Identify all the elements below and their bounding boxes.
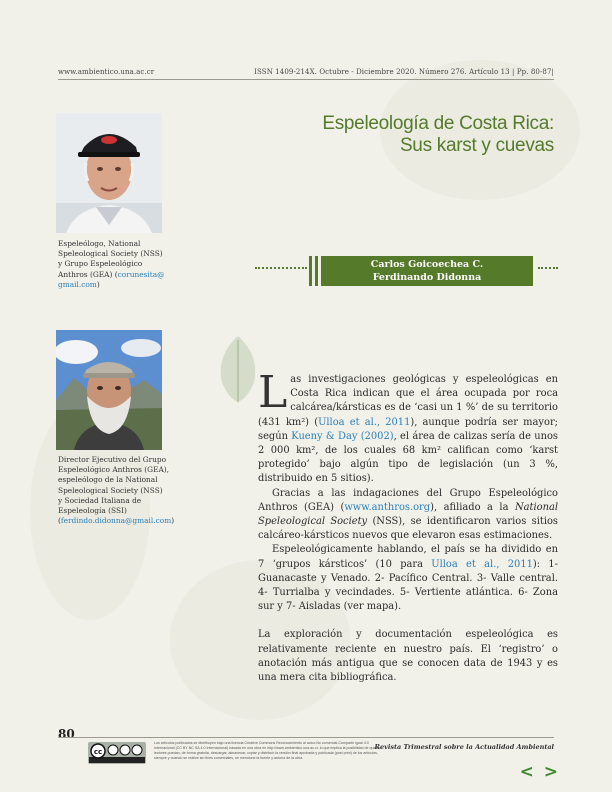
dotted-rule-left: [255, 267, 307, 269]
paragraph-3: Espeleológicamente hablando, el país se ha dividido en 7 ‘grupos kársticos’ (10 para Ulloa et al., 2011): 1- Guanacaste y Venado. 2- Pacífico Central. 3- Valle central. 4- Turrialba y vecindades. 5- Vertiente atlántica. 6- Zona sur y 7- Aisladas (ver mapa).: [258, 544, 558, 613]
cc-label: cc: [93, 748, 103, 756]
footer-rule: [58, 737, 554, 738]
author-band: [255, 259, 558, 284]
license-text: Los artículos publicados se distribuyen bajo una licencia Creative Commons Reconocimiento al autor-No comercial-Compartir igual 4.0 Internacional (CC BY NC SA 4.0 Internacional) basada en una obra en http://www.ambientico.una.ac.cr, lo que implica la posibilidad de que los lectores puedan, de forma gratuita, descargar, almacenar, copiar y distribuir la versión final aprobada y publicada (post print) de los artículos, siempre y cuando se realice sin fines comerciales, se mencione la fuente y autoría de la obra.: [154, 741, 382, 760]
author-names-box: [321, 256, 533, 286]
dotted-rule-right: [538, 267, 558, 269]
paragraph-4: La exploración y documentación espeleológica es relativamente reciente en nuestro país. El ‘registro’ o anotación más antigua que se conocen data de 1943 y es una mera cita bibliográfica.: [258, 629, 558, 684]
author-1-caption: Espeleólogo, National Speleological Society (NSS) y Grupo Espeleológico Anthros (GEA) (corunesita@ gmail.com): [58, 239, 165, 289]
citation-link[interactable]: Ulloa et al., 2011: [431, 558, 533, 570]
accent-bar: [309, 256, 312, 286]
author-photo-1: [56, 113, 162, 233]
author-name-2: Ferdinando Didonna: [372, 272, 482, 283]
author-1-email-link[interactable]: corunesita@: [117, 269, 165, 279]
drop-cap: L: [258, 367, 288, 418]
website-link[interactable]: www.anthros.org: [344, 501, 431, 513]
creative-commons-icon[interactable]: [88, 742, 146, 764]
citation-link[interactable]: Ulloa et al., 2011: [318, 416, 411, 428]
title-line-2: Sus karst y cuevas: [399, 135, 554, 156]
leaf-icon: [218, 334, 258, 408]
journal-name: Revista Trimestral sobre la Actualidad Ambiental: [374, 743, 554, 751]
title-line-1: Espeleología de Costa Rica:: [322, 113, 554, 134]
page-nav-arrows[interactable]: < >: [519, 762, 560, 782]
author-1-email-link-cont[interactable]: gmail.com: [58, 279, 97, 289]
author-2-caption: Director Ejecutivo del Grupo Espeleológico Anthros (GEA), espeleólogo de la National Speleological Society (NSS) y Sociedad Italiana de Espeleología (SSI) (ferdindo.didonna@gmail.com): [58, 455, 175, 526]
page-number: 80: [58, 727, 75, 741]
paragraph-1: Las investigaciones geológicas y espeleológicas en Costa Rica indican que el área ocupada por roca calcárea/kársticas es de ‘casi un 1 %’ de su territorio (431 km²) (Ulloa et al., 2011), aunque podría ser mayor; según Kueny & Day (2002), el área de calizas sería de unos 2 000 km², de los cuales 68 km² califican como ‘karst protegido’ bajo algún tipo de legislación (un 3 %, distribuido en 5 sitios).: [258, 367, 559, 485]
citation-link[interactable]: Kueny & Day (2002): [291, 430, 394, 442]
article-title: [322, 113, 554, 157]
article-body: [258, 367, 559, 685]
header-rule: [58, 79, 554, 80]
header-issn: ISSN 1409-214X. Octubre - Diciembre 2020. Número 276. Artículo 13 | Pp. 80-87|: [254, 68, 554, 76]
author-2-email-link[interactable]: ferdindo.didonna@gmail.com: [60, 516, 172, 526]
header-website[interactable]: www.ambientico.una.ac.cr: [58, 68, 155, 76]
paragraph-2: Gracias a las indagaciones del Grupo Espeleológico Anthros (GEA) (www.anthros.org), afiliado a la National Speleological Society (NSS), se identificaron varios sitios calcáreo-kársticos nuevos que elevaron esas estimaciones.: [258, 487, 558, 542]
author-name-1: Carlos Goicoechea C.: [370, 259, 484, 270]
author-photo-2: [56, 330, 162, 450]
accent-bar: [315, 256, 318, 286]
